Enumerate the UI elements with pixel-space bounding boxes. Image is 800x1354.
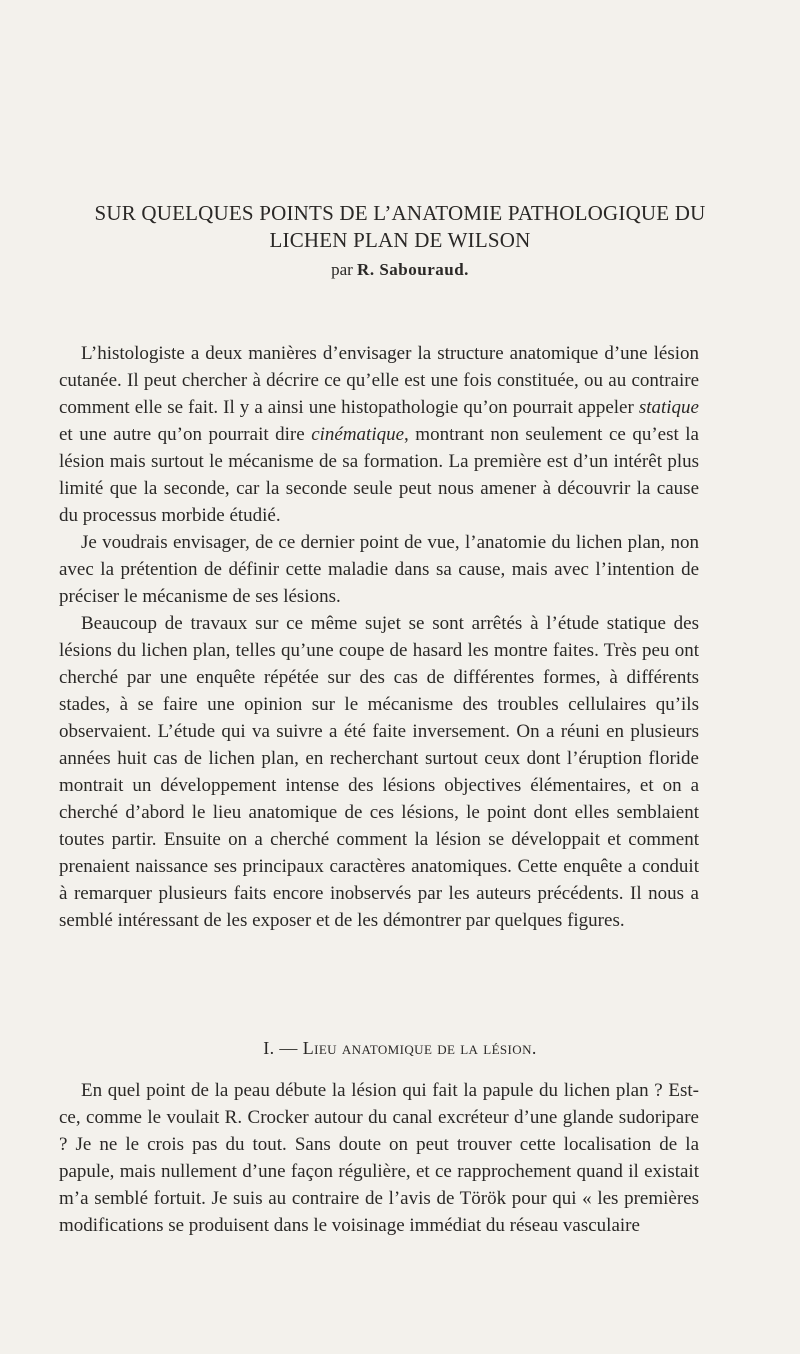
paragraph-1-part-b: et une autre qu’on pourrait dire [59,424,312,445]
paragraph-4: En quel point de la peau débute la lésion qui fait la papule du lichen plan ? Est-ce, comme le voulait R. Crocker autour du canal excréteur d’une glande sudoripare ? Je ne le crois pas du tout. Sans doute on peut trouver cette localisation de la papule, mais nullement d’une façon régulière, et ce rapprochement quand il existait m’a semblé fortuit. Je suis au contraire de l’avis de Török pour qui « les premières modifications se produisent dans le voisinage immédiat du réseau vasculaire [59,1080,699,1236]
author-name: R. Sabouraud. [357,260,469,279]
paragraph-1-part-a: L’histologiste a deux manières d’envisager la structure anatomique d’une lésion cutanée. Il peut chercher à décrire ce qu’elle est une fois constituée, ou au contraire comment elle se fait. Il y a ainsi une histopathologie qu’on pourrait appeler [59,343,699,418]
title-line-1: SUR QUELQUES POINTS DE L’ANATOMIE PATHOLOGIQUE DU [94,201,706,225]
introduction-text [59,340,699,934]
paragraph-3: Beaucoup de travaux sur ce même sujet se sont arrêtés à l’étude statique des lésions du lichen plan, telles qu’une coupe de hasard les montre faites. Très peu ont cherché par une enquête répétée sur des cas de différentes formes, à différents stades, à se faire une opinion sur le mécanisme des troubles cellulaires qu’ils observaient. L’étude qui va suivre a été faite inversement. On a réuni en plusieurs années huit cas de lichen plan, en recherchant surtout ceux dont l’éruption floride montrait un développement intense des lésions objectives élémentaires, et on a cherché d’abord le lieu anatomique de ces lésions, le point dont elles semblaient toutes partir. Ensuite on a cherché comment la lésion se développait et comment prenaient naissance ses principaux caractères anatomiques. Cette enquête a conduit à remarquer plusieurs faits encore inobservés par les auteurs précédents. Il nous a semblé intéressant de les exposer et de les démontrer par quelques figures. [59,613,699,931]
term-cinematique: cinématique [311,424,405,445]
paragraph-2: Je voudrais envisager, de ce dernier point de vue, l’anatomie du lichen plan, non avec la prétention de définir cette maladie dans sa cause, mais avec l’intention de préciser le mécanisme de ses lésions. [59,532,699,607]
article-title [40,200,760,254]
byline [0,260,800,280]
paragraph-1-part-c: , montrant non seulement ce qu’est la lésion mais surtout le mécanisme de sa formation. La première est d’un intérêt plus limité que la seconde, car la seconde seule peut nous amener à découvrir la cause du processus morbide étudié. [59,424,699,526]
section-heading: I. — Lieu anatomique de la lésion. [263,1038,537,1058]
term-statique: statique [638,397,699,418]
paragraph-1 [59,340,699,529]
byline-prefix: par [331,260,353,279]
section-1-text [59,1077,699,1239]
title-line-2: LICHEN PLAN DE WILSON [269,228,531,252]
